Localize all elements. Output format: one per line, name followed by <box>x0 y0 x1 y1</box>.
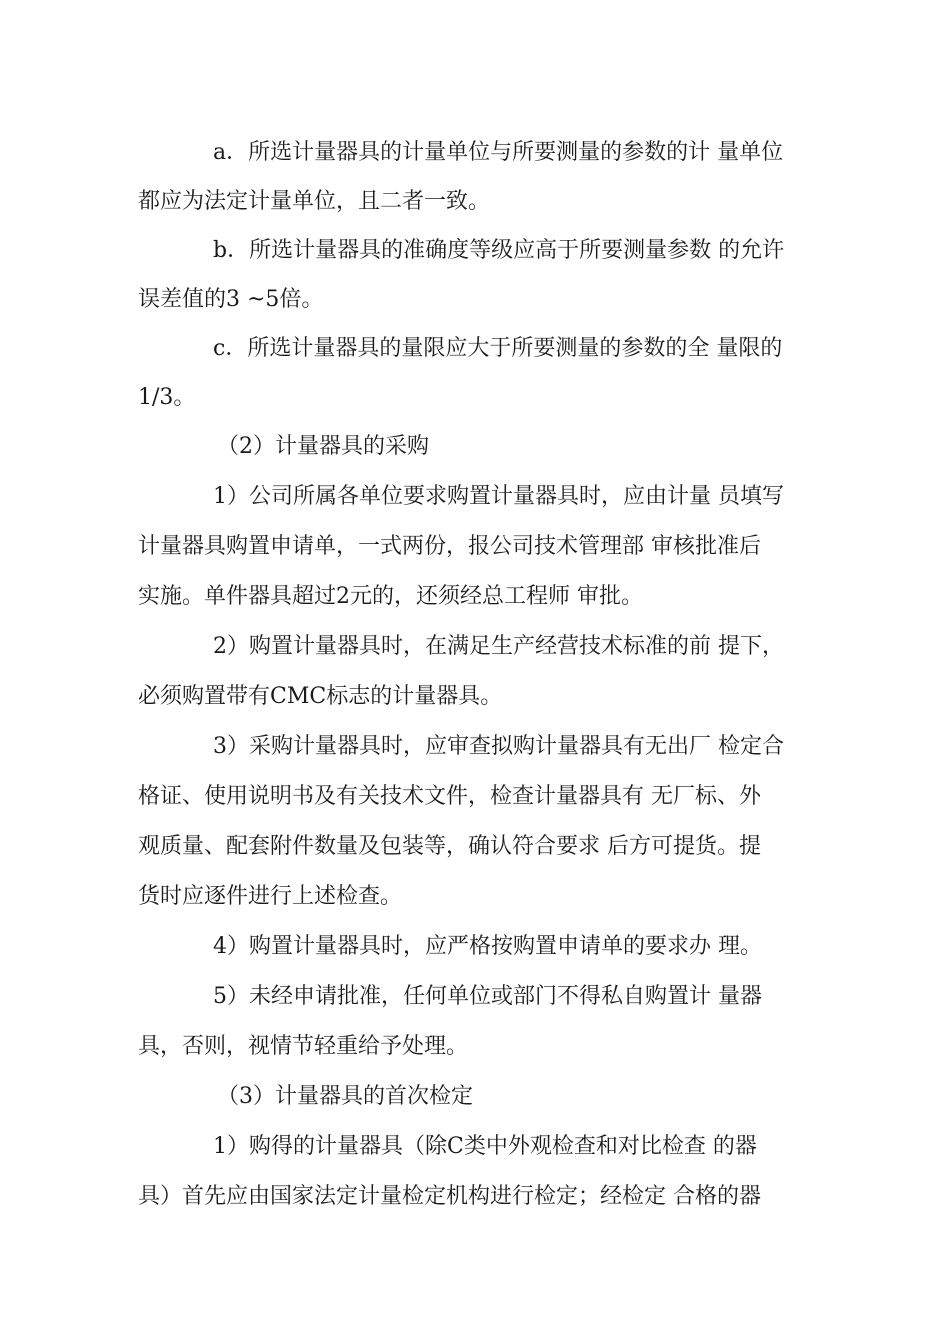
text-line: 格证、使用说明书及有关技术文件，检查计量器具有 无厂标、外 <box>138 784 761 809</box>
section-heading: （2）计量器具的采购 <box>217 434 429 459</box>
text-line: 5）未经申请批准，任何单位或部门不得私自购置计 量器 <box>213 984 762 1009</box>
text-line: 3）采购计量器具时，应审查拟购计量器具有无出厂 检定合 <box>213 734 784 759</box>
text-line: 2）购置计量器具时，在满足生产经营技术标准的前 提下， <box>213 634 784 659</box>
text-line: 都应为法定计量单位，且二者一致。 <box>138 189 491 214</box>
text-line: b．所选计量器具的准确度等级应高于所要测量参数 的允许 <box>213 238 785 263</box>
text-line: 误差值的3 ~5倍。 <box>138 287 324 312</box>
text-line: 具）首先应由国家法定计量检定机构进行检定；经检定 合格的器 <box>138 1184 761 1209</box>
text-line: 计量器具购置申请单，一式两份，报公司技术管理部 审核批准后 <box>138 534 761 559</box>
text-line: a．所选计量器具的计量单位与所要测量的参数的计 量单位 <box>213 140 784 165</box>
text-line: 实施。单件器具超过2元的，还须经总工程师 审批。 <box>138 584 643 609</box>
text-line: 4）购置计量器具时，应严格按购置申请单的要求办 理。 <box>213 934 762 959</box>
text-line: 货时应逐件进行上述检查。 <box>138 884 403 909</box>
section-heading: （3）计量器具的首次检定 <box>217 1084 473 1109</box>
text-line: 1）购得的计量器具（除C类中外观检查和对比检查 的器 <box>213 1134 757 1159</box>
text-line: 观质量、配套附件数量及包装等，确认符合要求 后方可提货。提 <box>138 834 761 859</box>
text-line: c．所选计量器具的量限应大于所要测量的参数的全 量限的 <box>213 336 783 361</box>
text-line: 具，否则，视情节轻重给予处理。 <box>138 1034 469 1059</box>
text-line: 1）公司所属各单位要求购置计量器具时，应由计量 员填写 <box>213 484 784 509</box>
text-line: 必须购置带有CMC标志的计量器具。 <box>138 684 503 709</box>
text-line: 1/3。 <box>138 385 196 410</box>
